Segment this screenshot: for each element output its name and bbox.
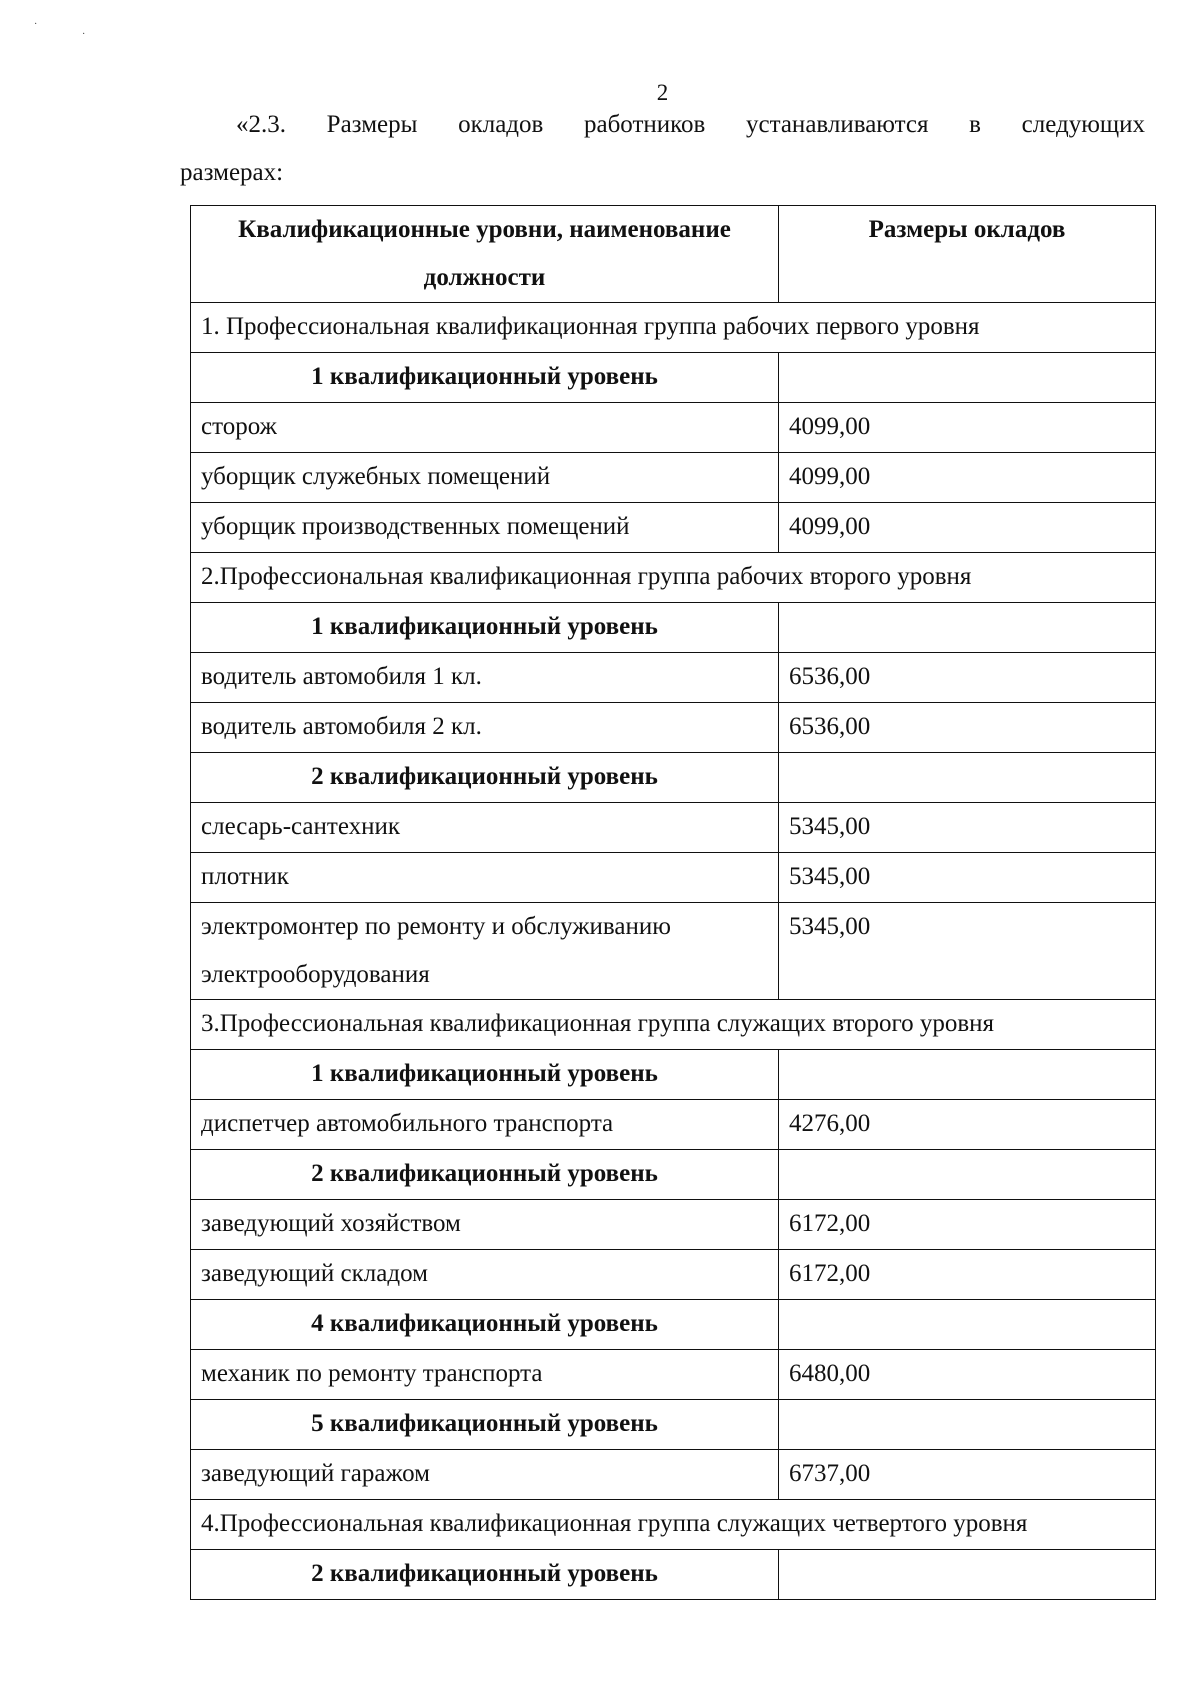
position-name: водитель автомобиля 2 кл. — [191, 703, 779, 753]
table-row — [191, 453, 1156, 503]
level-row — [191, 1150, 1156, 1200]
position-name: заведующий гаражом — [191, 1450, 779, 1500]
table-row — [191, 503, 1156, 553]
table-row — [191, 1250, 1156, 1300]
position-name: заведующий складом — [191, 1250, 779, 1300]
table-row — [191, 853, 1156, 903]
table-row — [191, 803, 1156, 853]
level-title: 1 квалификационный уровень — [191, 353, 779, 403]
position-name: уборщик служебных помещений — [191, 453, 779, 503]
scan-artifact-dot: · — [34, 19, 38, 30]
position-name: уборщик производственных помещений — [191, 503, 779, 553]
column-header-position: Квалификационные уровни, наименование должности — [191, 206, 779, 303]
salary-value: 6737,00 — [779, 1450, 1156, 1500]
level-title: 5 квалификационный уровень — [191, 1400, 779, 1450]
table-row — [191, 653, 1156, 703]
empty-cell — [779, 1050, 1156, 1100]
level-row — [191, 603, 1156, 653]
table-row — [191, 1200, 1156, 1250]
salary-value: 6536,00 — [779, 653, 1156, 703]
salary-value: 6172,00 — [779, 1250, 1156, 1300]
empty-cell — [779, 1150, 1156, 1200]
position-name: заведующий хозяйством — [191, 1200, 779, 1250]
empty-cell — [779, 353, 1156, 403]
empty-cell — [779, 1400, 1156, 1450]
salary-value: 4276,00 — [779, 1100, 1156, 1150]
level-row — [191, 1400, 1156, 1450]
level-row — [191, 1300, 1156, 1350]
group-title: 2.Профессиональная квалификационная группа рабочих второго уровня — [191, 553, 1156, 603]
salary-value: 5345,00 — [779, 903, 1156, 1000]
group-row — [191, 1500, 1156, 1550]
level-title: 4 квалификационный уровень — [191, 1300, 779, 1350]
level-row — [191, 753, 1156, 803]
intro-line: размерах: — [180, 159, 284, 186]
table-row — [191, 1100, 1156, 1150]
table-row — [191, 1350, 1156, 1400]
table-row — [191, 703, 1156, 753]
scan-artifact-dot: · — [82, 29, 86, 40]
level-title: 2 квалификационный уровень — [191, 753, 779, 803]
page-number: 2 — [656, 80, 669, 105]
salary-value: 4099,00 — [779, 403, 1156, 453]
salary-value: 6172,00 — [779, 1200, 1156, 1250]
position-name: сторож — [191, 403, 779, 453]
group-row — [191, 303, 1156, 353]
group-title: 4.Профессиональная квалификационная группа служащих четвертого уровня — [191, 1500, 1156, 1550]
table-row — [191, 403, 1156, 453]
empty-cell — [779, 603, 1156, 653]
salary-value: 5345,00 — [779, 803, 1156, 853]
table-row — [191, 1450, 1156, 1500]
empty-cell — [779, 1550, 1156, 1600]
level-row — [191, 1550, 1156, 1600]
level-title: 2 квалификационный уровень — [191, 1550, 779, 1600]
group-title: 3.Профессиональная квалификационная группа служащих второго уровня — [191, 1000, 1156, 1050]
level-row — [191, 353, 1156, 403]
level-title: 1 квалификационный уровень — [191, 603, 779, 653]
position-name: механик по ремонту транспорта — [191, 1350, 779, 1400]
empty-cell — [779, 1300, 1156, 1350]
group-row — [191, 553, 1156, 603]
table-row — [191, 903, 1156, 1000]
intro-line: «2.3. Размеры окладов работников устанавливаются в следующих — [236, 111, 1145, 138]
salary-value: 4099,00 — [779, 503, 1156, 553]
level-row — [191, 1050, 1156, 1100]
table-header-row — [191, 206, 1156, 303]
position-name: электромонтер по ремонту и обслуживанию электрооборудования — [191, 903, 779, 1000]
column-header-salary: Размеры окладов — [779, 206, 1156, 303]
position-name: слесарь-сантехник — [191, 803, 779, 853]
intro-paragraph — [180, 101, 1145, 197]
group-row — [191, 1000, 1156, 1050]
salary-value: 6536,00 — [779, 703, 1156, 753]
level-title: 2 квалификационный уровень — [191, 1150, 779, 1200]
salary-value: 6480,00 — [779, 1350, 1156, 1400]
level-title: 1 квалификационный уровень — [191, 1050, 779, 1100]
table-body — [191, 303, 1156, 1600]
salary-value: 5345,00 — [779, 853, 1156, 903]
position-name: плотник — [191, 853, 779, 903]
group-title: 1. Профессиональная квалификационная группа рабочих первого уровня — [191, 303, 1156, 353]
salary-table — [190, 205, 1156, 1600]
position-name: диспетчер автомобильного транспорта — [191, 1100, 779, 1150]
salary-value: 4099,00 — [779, 453, 1156, 503]
position-name: водитель автомобиля 1 кл. — [191, 653, 779, 703]
empty-cell — [779, 753, 1156, 803]
